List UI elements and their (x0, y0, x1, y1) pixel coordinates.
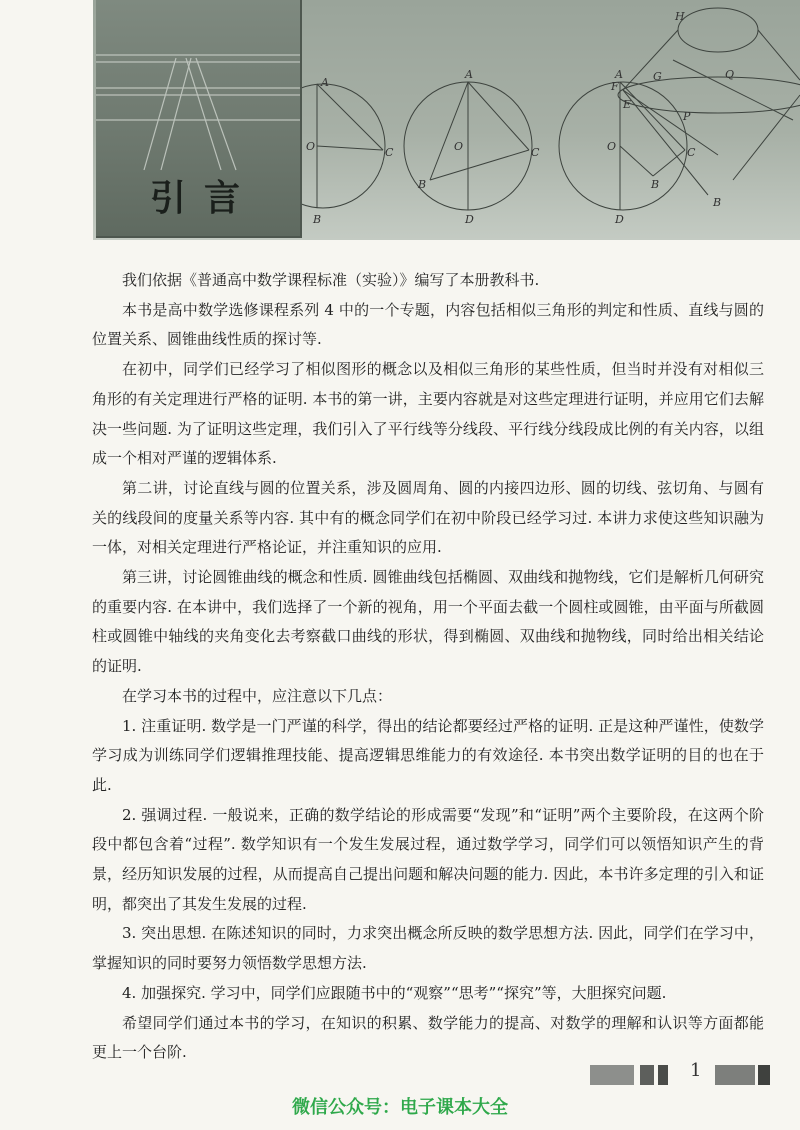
paragraph: 4. 加强探究. 学习中，同学们应跟随书中的“观察”“思考”“探究”等，大胆探究问题. (122, 983, 667, 1002)
paragraph: 1. 注重证明. 数学是一门严谨的科学，得出的结论都要经过严格的证明. 正是这种严谨性，使数学学习成为训练同学们逻辑推理技能、提高逻辑思维能力的有效途径. 本书突出数学证明的目的也在于此. (92, 716, 764, 794)
paragraph: 我们依据《普通高中数学课程标准（实验）》编写了本册教科书. (122, 271, 540, 289)
figure-label: C (385, 146, 394, 159)
page-number: 1 (690, 1060, 702, 1081)
paragraph: 第二讲，讨论直线与圆的位置关系，涉及圆周角、圆的内接四边形、圆的切线、弦切角、与圆有关的线段间的度量关系等内容. 其中有的概念同学们在初中阶段已经学习过. 本讲力求使这些知识融为一体，对相关定理进行严格论证，并注重知识的应用. (92, 478, 764, 557)
figure-label: O (306, 140, 316, 153)
figure-label: A (465, 68, 473, 81)
footer-bar (715, 1065, 755, 1085)
figure-label: B (418, 178, 427, 191)
paragraph: 本书是高中数学选修课程系列 4 中的一个专题，内容包括相似三角形的判定和性质、直线与圆的位置关系、圆锥曲线性质的探讨等. (92, 300, 764, 349)
figure-label: A (321, 76, 329, 89)
figure-label: D (615, 213, 624, 226)
figure-label: G (653, 70, 662, 83)
figure-label: C (531, 146, 540, 159)
figure-label: H (675, 10, 685, 23)
figure-label: B (713, 196, 722, 209)
paragraph: 希望同学们通过本书的学习，在知识的积累、数学能力的提高、对数学的理解和认识等方面都能更上一个台阶. (92, 1013, 764, 1062)
figure-label: E (623, 98, 632, 111)
paragraph: 在初中，同学们已经学习了相似图形的概念以及相似三角形的某些性质，但当时并没有对相似三角形的有关定理进行严格的证明. 本书的第一讲，主要内容就是对这些定理进行证明，并应用它们去解决一些问题. 为了证明这些定理，我们引入了平行线等分线段、平行线分线段成比例的有关内容，以组成一个相对严谨的逻辑体系. (92, 360, 764, 468)
figure-label: P (683, 110, 691, 123)
footer-bar (758, 1065, 770, 1085)
footer-bar (590, 1065, 634, 1085)
figure-label: O (454, 140, 464, 153)
body-text (92, 266, 764, 1068)
paragraph: 在学习本书的过程中，应注意以下几点： (122, 686, 393, 705)
figure-label: C (687, 146, 696, 159)
figure-label: A (615, 68, 623, 81)
chapter-title: 引言 (150, 178, 259, 219)
watermark: 微信公众号：电子课本大全 (292, 1097, 508, 1118)
figure-label: O (607, 140, 617, 153)
figure-label: B (651, 178, 660, 191)
footer-bar (640, 1065, 654, 1085)
footer-bar (658, 1065, 668, 1085)
paragraph: 2. 强调过程. 一般说来，正确的数学结论的形成需要“发现”和“证明”两个主要阶段，在这两个阶段中都包含着“过程”. 数学知识有一个发生发展过程，通过数学学习，同学们可以领悟知识产生的背景，经历知识发展的过程，从而提高自己提出问题和解决问题的能力. 因此，本书许多定理的引入和证明，都突出了其发生发展的过程. (92, 805, 764, 913)
paragraph: 3. 突出思想. 在陈述知识的同时，力求突出概念所反映的数学思想方法. 因此，同学们在学习中，掌握知识的同时要努力领悟数学思想方法. (92, 924, 764, 973)
figure-label: Q (725, 68, 735, 81)
figure-label: B (313, 213, 322, 226)
figure-label: D (465, 213, 474, 226)
paragraph: 第三讲，讨论圆锥曲线的概念和性质. 圆锥曲线包括椭圆、双曲线和抛物线，它们是解析几何研究的重要内容. 在本讲中，我们选择了一个新的视角，用一个平面去截一个圆柱或圆锥，由平面与所截圆柱或圆锥中轴线的夹角变化去考察截口曲线的形状，得到椭圆、双曲线和抛物线，同时给出相关结论的证明. (92, 568, 764, 676)
figure-label: F (611, 80, 619, 93)
